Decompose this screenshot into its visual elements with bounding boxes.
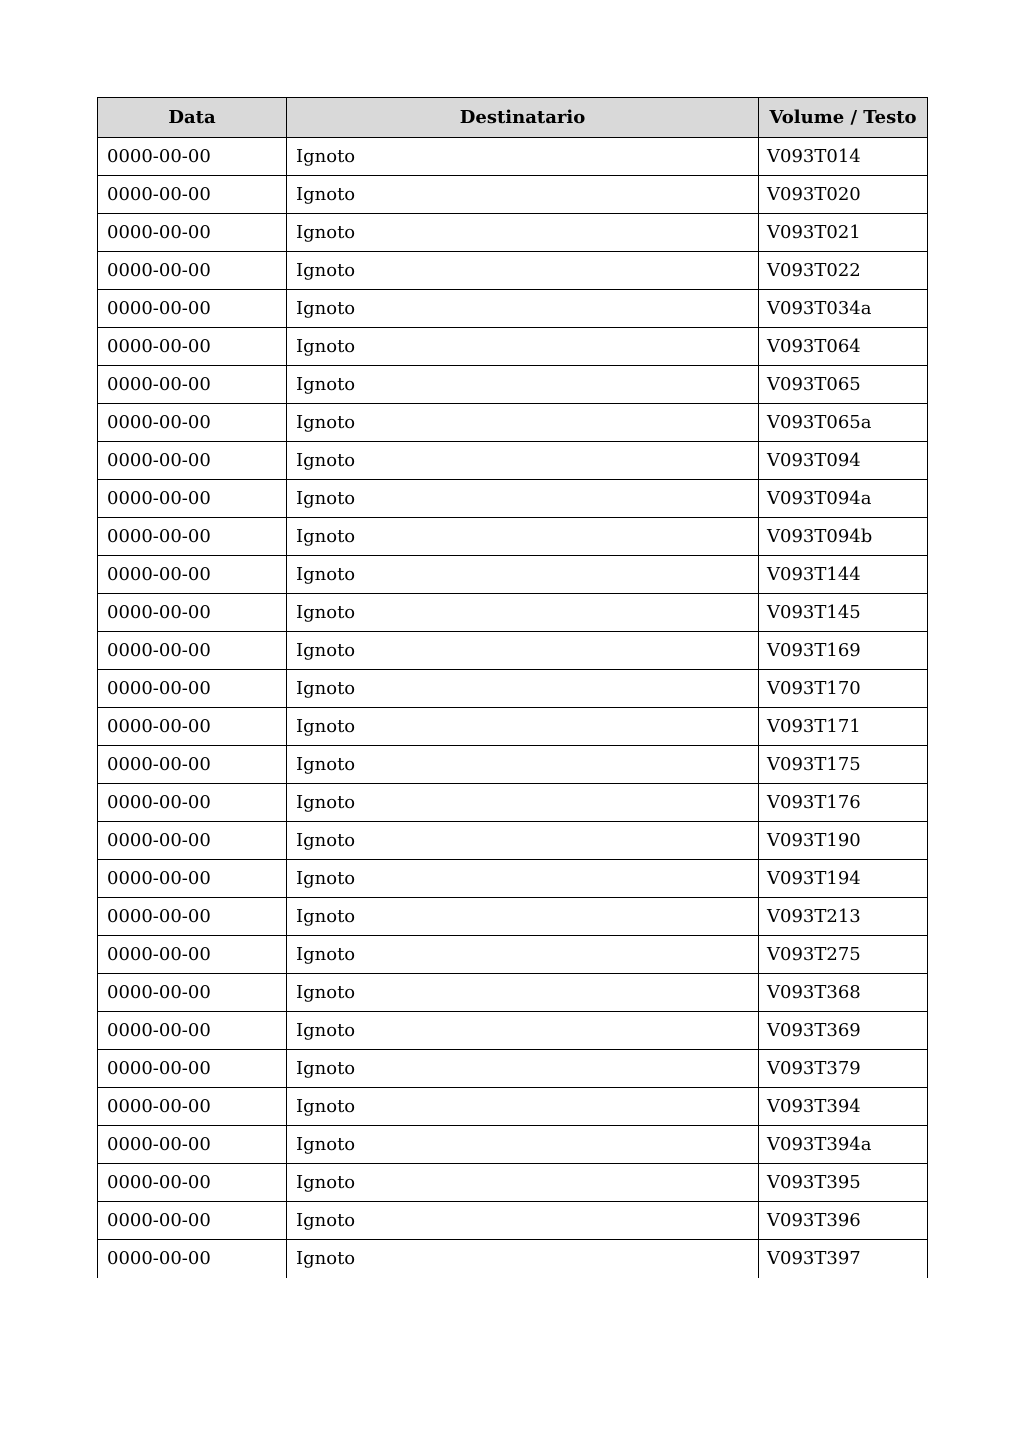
cell-data: 0000-00-00 [98,1202,287,1240]
cell-volume-testo: V093T190 [759,822,928,860]
cell-destinatario: Ignoto [287,138,759,176]
cell-destinatario: Ignoto [287,214,759,252]
table-row [98,822,928,860]
cell-data: 0000-00-00 [98,1164,287,1202]
cell-data: 0000-00-00 [98,328,287,366]
table-row [98,366,928,404]
cell-destinatario: Ignoto [287,974,759,1012]
cell-data: 0000-00-00 [98,784,287,822]
cell-data: 0000-00-00 [98,708,287,746]
cell-volume-testo: V093T094 [759,442,928,480]
cell-volume-testo: V093T369 [759,1012,928,1050]
cell-volume-testo: V093T397 [759,1240,928,1278]
cell-volume-testo: V093T064 [759,328,928,366]
cell-data: 0000-00-00 [98,480,287,518]
cell-destinatario: Ignoto [287,1050,759,1088]
cell-data: 0000-00-00 [98,1050,287,1088]
cell-volume-testo: V093T170 [759,670,928,708]
table-row [98,708,928,746]
table-row [98,746,928,784]
cell-data: 0000-00-00 [98,1240,287,1278]
table-row [98,936,928,974]
cell-data: 0000-00-00 [98,252,287,290]
cell-destinatario: Ignoto [287,480,759,518]
cell-data: 0000-00-00 [98,670,287,708]
cell-data: 0000-00-00 [98,860,287,898]
cell-data: 0000-00-00 [98,632,287,670]
letters-table [97,97,928,1278]
table-row [98,1088,928,1126]
cell-destinatario: Ignoto [287,404,759,442]
cell-data: 0000-00-00 [98,214,287,252]
cell-volume-testo: V093T094a [759,480,928,518]
cell-volume-testo: V093T394a [759,1126,928,1164]
cell-destinatario: Ignoto [287,556,759,594]
table-row [98,1240,928,1278]
table-row [98,518,928,556]
cell-data: 0000-00-00 [98,556,287,594]
cell-data: 0000-00-00 [98,138,287,176]
cell-volume-testo: V093T065a [759,404,928,442]
cell-destinatario: Ignoto [287,1164,759,1202]
cell-volume-testo: V093T213 [759,898,928,936]
cell-volume-testo: V093T394 [759,1088,928,1126]
cell-destinatario: Ignoto [287,594,759,632]
cell-volume-testo: V093T175 [759,746,928,784]
cell-volume-testo: V093T368 [759,974,928,1012]
table-row [98,1126,928,1164]
cell-volume-testo: V093T144 [759,556,928,594]
cell-volume-testo: V093T145 [759,594,928,632]
table-row [98,594,928,632]
table-row [98,898,928,936]
cell-volume-testo: V093T169 [759,632,928,670]
cell-data: 0000-00-00 [98,974,287,1012]
table-row [98,670,928,708]
cell-destinatario: Ignoto [287,1126,759,1164]
cell-destinatario: Ignoto [287,1012,759,1050]
cell-volume-testo: V093T194 [759,860,928,898]
table-row [98,784,928,822]
cell-volume-testo: V093T034a [759,290,928,328]
cell-volume-testo: V093T065 [759,366,928,404]
table-row [98,290,928,328]
cell-destinatario: Ignoto [287,1088,759,1126]
header-data: Data [98,98,287,138]
cell-data: 0000-00-00 [98,518,287,556]
table-row [98,1202,928,1240]
cell-data: 0000-00-00 [98,176,287,214]
table-row [98,214,928,252]
cell-destinatario: Ignoto [287,290,759,328]
table-row [98,404,928,442]
cell-destinatario: Ignoto [287,898,759,936]
table-row [98,1050,928,1088]
cell-data: 0000-00-00 [98,290,287,328]
cell-destinatario: Ignoto [287,252,759,290]
cell-data: 0000-00-00 [98,366,287,404]
cell-data: 0000-00-00 [98,936,287,974]
table-row [98,556,928,594]
table-row [98,632,928,670]
cell-destinatario: Ignoto [287,442,759,480]
cell-destinatario: Ignoto [287,1202,759,1240]
table-row [98,860,928,898]
cell-data: 0000-00-00 [98,898,287,936]
cell-data: 0000-00-00 [98,822,287,860]
table-row [98,138,928,176]
cell-volume-testo: V093T395 [759,1164,928,1202]
cell-data: 0000-00-00 [98,1126,287,1164]
cell-data: 0000-00-00 [98,746,287,784]
cell-destinatario: Ignoto [287,784,759,822]
cell-volume-testo: V093T094b [759,518,928,556]
cell-volume-testo: V093T020 [759,176,928,214]
table-row [98,328,928,366]
cell-destinatario: Ignoto [287,746,759,784]
cell-destinatario: Ignoto [287,936,759,974]
cell-destinatario: Ignoto [287,860,759,898]
cell-destinatario: Ignoto [287,176,759,214]
table-row [98,252,928,290]
header-row [98,98,928,138]
cell-volume-testo: V093T171 [759,708,928,746]
cell-destinatario: Ignoto [287,366,759,404]
cell-destinatario: Ignoto [287,822,759,860]
cell-data: 0000-00-00 [98,442,287,480]
cell-data: 0000-00-00 [98,404,287,442]
table-row [98,974,928,1012]
header-volume-testo: Volume / Testo [759,98,928,138]
cell-data: 0000-00-00 [98,594,287,632]
cell-destinatario: Ignoto [287,518,759,556]
header-destinatario: Destinatario [287,98,759,138]
cell-volume-testo: V093T021 [759,214,928,252]
table-row [98,1012,928,1050]
cell-volume-testo: V093T379 [759,1050,928,1088]
cell-destinatario: Ignoto [287,632,759,670]
cell-destinatario: Ignoto [287,670,759,708]
table-row [98,442,928,480]
table-header [98,98,928,138]
table-row [98,480,928,518]
table-body [98,138,928,1278]
cell-volume-testo: V093T275 [759,936,928,974]
table-row [98,1164,928,1202]
cell-destinatario: Ignoto [287,328,759,366]
cell-destinatario: Ignoto [287,1240,759,1278]
cell-data: 0000-00-00 [98,1012,287,1050]
cell-destinatario: Ignoto [287,708,759,746]
cell-volume-testo: V093T022 [759,252,928,290]
cell-volume-testo: V093T396 [759,1202,928,1240]
cell-volume-testo: V093T176 [759,784,928,822]
cell-volume-testo: V093T014 [759,138,928,176]
table-row [98,176,928,214]
cell-data: 0000-00-00 [98,1088,287,1126]
